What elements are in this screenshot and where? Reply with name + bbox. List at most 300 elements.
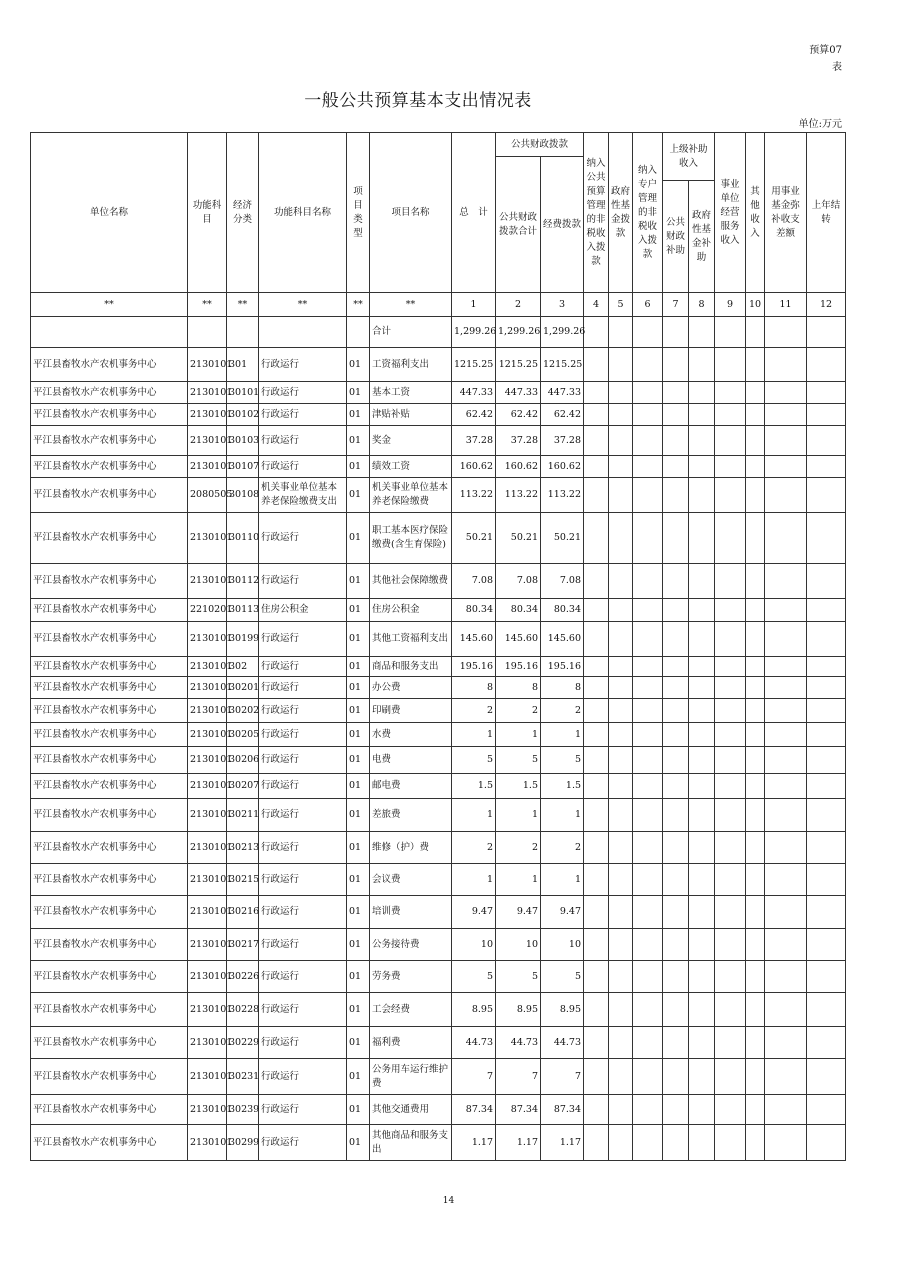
form-code-line1: 预算07 <box>809 45 842 56</box>
func-name-cell: 行政运行 <box>259 382 347 404</box>
total-value: 1,299.26 <box>452 317 496 348</box>
table-row <box>31 564 846 599</box>
empty-cell <box>609 404 633 426</box>
empty-cell <box>765 348 807 382</box>
header-unit-name: 单位名称 <box>31 133 188 293</box>
empty-cell <box>584 723 609 747</box>
unit-name-cell: 平江县畜牧水产农机事务中心 <box>31 723 188 747</box>
empty-cell <box>633 723 663 747</box>
empty-cell <box>584 1059 609 1095</box>
empty-cell <box>609 864 633 896</box>
item-name-cell: 住房公积金 <box>370 599 452 622</box>
empty-cell <box>633 929 663 961</box>
func-name-cell: 行政运行 <box>259 929 347 961</box>
empty-cell <box>765 622 807 657</box>
unit-name-cell: 平江县畜牧水产农机事务中心 <box>31 677 188 699</box>
empty-cell <box>689 747 715 774</box>
unit-name-cell: 平江县畜牧水产农机事务中心 <box>31 348 188 382</box>
unit-name-cell: 平江县畜牧水产农机事务中心 <box>31 478 188 513</box>
header-func-name: 功能科目名称 <box>259 133 347 293</box>
empty-cell <box>609 993 633 1027</box>
empty-cell <box>584 513 609 564</box>
empty-cell <box>633 348 663 382</box>
empty-cell <box>746 348 765 382</box>
item-type-cell: 01 <box>347 1059 370 1095</box>
func-code-cell: 2130101 <box>188 404 227 426</box>
empty-cell <box>584 1095 609 1125</box>
empty-cell <box>584 799 609 832</box>
unit-name-cell: 平江县畜牧水产农机事务中心 <box>31 993 188 1027</box>
pf-total-cell: 80.34 <box>496 599 541 622</box>
empty-cell <box>715 564 746 599</box>
header-pf-total: 公共财政拨款合计 <box>496 157 541 293</box>
pf-total-cell: 145.60 <box>496 622 541 657</box>
funding-cell: 5 <box>541 747 584 774</box>
func-code-cell: 2130101 <box>188 961 227 993</box>
func-name-cell: 行政运行 <box>259 404 347 426</box>
total-cell: 50.21 <box>452 513 496 564</box>
index-cell: 4 <box>584 293 609 317</box>
unit-name-cell: 平江县畜牧水产农机事务中心 <box>31 426 188 456</box>
pf-total-cell: 447.33 <box>496 382 541 404</box>
item-type-cell: 01 <box>347 929 370 961</box>
empty-cell <box>689 832 715 864</box>
empty-cell <box>715 929 746 961</box>
empty-cell <box>584 404 609 426</box>
empty-cell <box>746 799 765 832</box>
empty-cell <box>663 1027 689 1059</box>
empty-cell <box>609 747 633 774</box>
econ-class-cell: 30299 <box>227 1125 259 1161</box>
func-code-cell: 2080505 <box>188 478 227 513</box>
empty-cell <box>609 699 633 723</box>
unit-name-cell: 平江县畜牧水产农机事务中心 <box>31 564 188 599</box>
table-row <box>31 1095 846 1125</box>
table-row <box>31 1027 846 1059</box>
empty-cell <box>746 1095 765 1125</box>
empty-cell <box>633 1095 663 1125</box>
index-cell: 8 <box>689 293 715 317</box>
unit-name-cell: 平江县畜牧水产农机事务中心 <box>31 657 188 677</box>
pf-total-cell: 2 <box>496 832 541 864</box>
header-func-code: 功能科目 <box>188 133 227 293</box>
empty-cell <box>609 677 633 699</box>
header-pub-subsidy: 公共财政补助 <box>663 181 689 293</box>
item-type-cell: 01 <box>347 478 370 513</box>
item-name-cell: 工会经费 <box>370 993 452 1027</box>
item-name-cell: 水费 <box>370 723 452 747</box>
total-cell: 1 <box>452 723 496 747</box>
item-type-cell: 01 <box>347 699 370 723</box>
header-other-income: 其他收入 <box>746 133 765 293</box>
empty-cell <box>689 348 715 382</box>
unit-name-cell: 平江县畜牧水产农机事务中心 <box>31 864 188 896</box>
pf-total-cell: 37.28 <box>496 426 541 456</box>
func-name-cell: 行政运行 <box>259 1059 347 1095</box>
empty-cell <box>746 426 765 456</box>
empty-cell <box>765 832 807 864</box>
funding-cell: 5 <box>541 961 584 993</box>
table-row <box>31 774 846 799</box>
econ-class-cell: 30103 <box>227 426 259 456</box>
empty-cell <box>746 993 765 1027</box>
func-code-cell: 2210201 <box>188 599 227 622</box>
econ-class-cell: 30110 <box>227 513 259 564</box>
total-cell: 1215.25 <box>452 348 496 382</box>
item-name-cell: 职工基本医疗保险缴费(含生育保险) <box>370 513 452 564</box>
funding-cell: 80.34 <box>541 599 584 622</box>
unit-name-cell: 平江县畜牧水产农机事务中心 <box>31 1027 188 1059</box>
pf-total-cell: 7 <box>496 1059 541 1095</box>
pf-total-cell: 113.22 <box>496 478 541 513</box>
empty-cell <box>765 478 807 513</box>
empty-cell <box>715 404 746 426</box>
unit-name-cell: 平江县畜牧水产农机事务中心 <box>31 961 188 993</box>
econ-class-cell: 301 <box>227 348 259 382</box>
empty-cell <box>746 896 765 929</box>
econ-class-cell: 30201 <box>227 677 259 699</box>
empty-cell <box>746 599 765 622</box>
empty-cell <box>765 1095 807 1125</box>
pf-total-cell: 10 <box>496 929 541 961</box>
func-code-cell: 2130101 <box>188 513 227 564</box>
empty-cell <box>765 774 807 799</box>
total-cell: 145.60 <box>452 622 496 657</box>
total-cell: 447.33 <box>452 382 496 404</box>
unit-label: 单位:万元 <box>798 119 842 130</box>
total-cell: 7.08 <box>452 564 496 599</box>
header-carry-over: 上年结转 <box>807 133 846 293</box>
empty-cell <box>715 513 746 564</box>
empty-cell <box>689 961 715 993</box>
empty-cell <box>663 774 689 799</box>
func-name-cell: 住房公积金 <box>259 599 347 622</box>
item-type-cell: 01 <box>347 864 370 896</box>
empty-cell <box>807 864 846 896</box>
empty-cell <box>609 456 633 478</box>
empty-cell <box>765 864 807 896</box>
empty-cell <box>765 723 807 747</box>
empty-cell <box>609 799 633 832</box>
empty-cell <box>807 382 846 404</box>
empty-cell <box>765 382 807 404</box>
empty-cell <box>609 657 633 677</box>
empty-cell <box>689 896 715 929</box>
func-name-cell: 行政运行 <box>259 677 347 699</box>
header-econ-class: 经济分类 <box>227 133 259 293</box>
empty-cell <box>765 747 807 774</box>
item-type-cell: 01 <box>347 657 370 677</box>
empty-cell <box>807 929 846 961</box>
item-name-cell: 基本工资 <box>370 382 452 404</box>
econ-class-cell: 30102 <box>227 404 259 426</box>
empty-cell <box>689 599 715 622</box>
func-name-cell: 行政运行 <box>259 657 347 677</box>
empty-cell <box>807 657 846 677</box>
empty-cell <box>663 404 689 426</box>
item-name-cell: 其他交通费用 <box>370 1095 452 1125</box>
econ-class-cell: 30101 <box>227 382 259 404</box>
empty-cell <box>663 993 689 1027</box>
empty-cell <box>584 747 609 774</box>
func-code-cell: 2130101 <box>188 723 227 747</box>
econ-class-cell: 30216 <box>227 896 259 929</box>
func-code-cell: 2130101 <box>188 774 227 799</box>
empty-cell <box>609 382 633 404</box>
funding-cell: 7.08 <box>541 564 584 599</box>
empty-cell <box>663 799 689 832</box>
total-label: 合计 <box>370 317 452 348</box>
empty-cell <box>663 1125 689 1161</box>
empty-cell <box>663 478 689 513</box>
empty-cell <box>584 348 609 382</box>
empty-cell <box>609 929 633 961</box>
empty-cell <box>609 1027 633 1059</box>
item-type-cell: 01 <box>347 426 370 456</box>
empty-cell <box>715 426 746 456</box>
table-row <box>31 864 846 896</box>
total-cell: 8.95 <box>452 993 496 1027</box>
total-cell: 7 <box>452 1059 496 1095</box>
unit-name-cell: 平江县畜牧水产农机事务中心 <box>31 699 188 723</box>
table-row <box>31 929 846 961</box>
func-code-cell: 2130101 <box>188 1027 227 1059</box>
pf-total-cell: 5 <box>496 747 541 774</box>
empty-cell <box>765 993 807 1027</box>
index-cell: ** <box>347 293 370 317</box>
func-code-cell: 2130101 <box>188 699 227 723</box>
empty-cell <box>584 961 609 993</box>
item-name-cell: 公务接待费 <box>370 929 452 961</box>
empty-cell <box>689 478 715 513</box>
pf-total-cell: 62.42 <box>496 404 541 426</box>
item-name-cell: 其他工资福利支出 <box>370 622 452 657</box>
empty-cell <box>715 1059 746 1095</box>
item-type-cell: 01 <box>347 1125 370 1161</box>
table-row <box>31 747 846 774</box>
empty-cell <box>807 513 846 564</box>
func-code-cell: 2130101 <box>188 657 227 677</box>
header-biz-income: 事业单位经营服务收入 <box>715 133 746 293</box>
empty-cell <box>609 622 633 657</box>
empty-cell <box>609 832 633 864</box>
empty-cell <box>807 348 846 382</box>
empty-cell <box>807 723 846 747</box>
table-row <box>31 1125 846 1161</box>
header-total: 总 计 <box>452 133 496 293</box>
func-name-cell: 行政运行 <box>259 699 347 723</box>
empty-cell <box>584 426 609 456</box>
empty-cell <box>584 677 609 699</box>
empty-cell <box>633 699 663 723</box>
econ-class-cell: 30215 <box>227 864 259 896</box>
empty-cell <box>689 1095 715 1125</box>
table-row <box>31 478 846 513</box>
total-cell: 1.17 <box>452 1125 496 1161</box>
func-code-cell: 2130101 <box>188 896 227 929</box>
header-item-type: 项目类型 <box>347 133 370 293</box>
func-code-cell: 2130101 <box>188 832 227 864</box>
empty-cell <box>584 774 609 799</box>
func-code-cell: 2130101 <box>188 747 227 774</box>
empty-cell <box>663 723 689 747</box>
total-cell: 113.22 <box>452 478 496 513</box>
econ-class-cell: 30239 <box>227 1095 259 1125</box>
empty-cell <box>689 564 715 599</box>
empty-cell <box>633 426 663 456</box>
item-type-cell: 01 <box>347 747 370 774</box>
empty-cell <box>633 677 663 699</box>
header-item-name: 项目名称 <box>370 133 452 293</box>
total-cell: 2 <box>452 832 496 864</box>
unit-name-cell: 平江县畜牧水产农机事务中心 <box>31 799 188 832</box>
funding-cell: 8.95 <box>541 993 584 1027</box>
empty-cell <box>689 622 715 657</box>
empty-cell <box>765 1125 807 1161</box>
empty-cell <box>715 657 746 677</box>
table-row <box>31 348 846 382</box>
table-row <box>31 799 846 832</box>
empty-cell <box>807 699 846 723</box>
empty-cell <box>715 1125 746 1161</box>
econ-class-cell: 30213 <box>227 832 259 864</box>
funding-cell: 1215.25 <box>541 348 584 382</box>
empty-cell <box>807 564 846 599</box>
empty-cell <box>765 677 807 699</box>
empty-cell <box>746 929 765 961</box>
total-cell: 2 <box>452 699 496 723</box>
form-code <box>809 42 842 76</box>
empty-cell <box>715 622 746 657</box>
empty-cell <box>584 622 609 657</box>
empty-cell <box>807 677 846 699</box>
econ-class-cell: 30228 <box>227 993 259 1027</box>
table-row <box>31 382 846 404</box>
total-cell: 62.42 <box>452 404 496 426</box>
empty-cell <box>689 404 715 426</box>
empty-cell <box>746 774 765 799</box>
func-code-cell: 2130101 <box>188 864 227 896</box>
total-cell: 5 <box>452 747 496 774</box>
func-code-cell: 2130101 <box>188 1095 227 1125</box>
total-row <box>31 317 846 348</box>
total-cell: 195.16 <box>452 657 496 677</box>
empty-cell <box>663 1059 689 1095</box>
func-name-cell: 行政运行 <box>259 993 347 1027</box>
econ-class-cell: 30211 <box>227 799 259 832</box>
funding-cell: 87.34 <box>541 1095 584 1125</box>
item-name-cell: 会议费 <box>370 864 452 896</box>
empty-cell <box>746 1027 765 1059</box>
index-cell: ** <box>370 293 452 317</box>
total-cell: 1 <box>452 799 496 832</box>
empty-cell <box>807 993 846 1027</box>
empty-cell <box>765 799 807 832</box>
func-code-cell: 2130101 <box>188 382 227 404</box>
funding-cell: 10 <box>541 929 584 961</box>
func-name-cell: 行政运行 <box>259 564 347 599</box>
empty-cell <box>715 456 746 478</box>
func-code-cell: 2130101 <box>188 799 227 832</box>
header-nontax: 纳入公共预算管理的非税收入拨款 <box>584 133 609 293</box>
func-name-cell: 行政运行 <box>259 348 347 382</box>
empty-cell <box>715 1095 746 1125</box>
empty-cell <box>689 677 715 699</box>
econ-class-cell: 30202 <box>227 699 259 723</box>
empty-cell <box>609 774 633 799</box>
pf-total-cell: 44.73 <box>496 1027 541 1059</box>
item-type-cell: 01 <box>347 599 370 622</box>
unit-name-cell: 平江县畜牧水产农机事务中心 <box>31 513 188 564</box>
item-name-cell: 工资福利支出 <box>370 348 452 382</box>
empty-cell <box>633 832 663 864</box>
empty-cell <box>765 896 807 929</box>
empty-cell <box>807 404 846 426</box>
empty-cell <box>746 677 765 699</box>
empty-cell <box>663 677 689 699</box>
total-cell: 44.73 <box>452 1027 496 1059</box>
empty-cell <box>746 382 765 404</box>
unit-name-cell: 平江县畜牧水产农机事务中心 <box>31 1059 188 1095</box>
funding-cell: 1 <box>541 799 584 832</box>
func-name-cell: 行政运行 <box>259 799 347 832</box>
func-name-cell: 行政运行 <box>259 1095 347 1125</box>
empty-cell <box>746 747 765 774</box>
func-name-cell: 行政运行 <box>259 723 347 747</box>
econ-class-cell: 30113 <box>227 599 259 622</box>
func-name-cell: 行政运行 <box>259 622 347 657</box>
empty-cell <box>715 993 746 1027</box>
item-type-cell: 01 <box>347 382 370 404</box>
empty-cell <box>633 456 663 478</box>
total-cell: 8 <box>452 677 496 699</box>
pf-total-cell: 5 <box>496 961 541 993</box>
pf-total-cell: 9.47 <box>496 896 541 929</box>
econ-class-cell: 30112 <box>227 564 259 599</box>
pf-total-cell: 1 <box>496 799 541 832</box>
item-name-cell: 福利费 <box>370 1027 452 1059</box>
empty-cell <box>807 799 846 832</box>
empty-cell <box>807 1027 846 1059</box>
item-type-cell: 01 <box>347 832 370 864</box>
funding-cell: 1 <box>541 723 584 747</box>
index-cell: 10 <box>746 293 765 317</box>
header-gov-subsidy: 政府性基金补助 <box>689 181 715 293</box>
empty-cell <box>715 799 746 832</box>
empty-cell <box>689 1125 715 1161</box>
empty-cell <box>609 513 633 564</box>
empty-cell <box>689 774 715 799</box>
empty-cell <box>633 1125 663 1161</box>
item-type-cell: 01 <box>347 993 370 1027</box>
empty-cell <box>746 456 765 478</box>
funding-cell: 160.62 <box>541 456 584 478</box>
item-name-cell: 差旅费 <box>370 799 452 832</box>
empty-cell <box>765 456 807 478</box>
empty-cell <box>746 832 765 864</box>
funding-cell: 1 <box>541 864 584 896</box>
item-name-cell: 机关事业单位基本养老保险缴费 <box>370 478 452 513</box>
unit-name-cell: 平江县畜牧水产农机事务中心 <box>31 747 188 774</box>
table-row <box>31 456 846 478</box>
empty-cell <box>765 599 807 622</box>
empty-cell <box>633 961 663 993</box>
item-name-cell: 办公费 <box>370 677 452 699</box>
item-name-cell: 邮电费 <box>370 774 452 799</box>
empty-cell <box>633 993 663 1027</box>
unit-name-cell: 平江县畜牧水产农机事务中心 <box>31 832 188 864</box>
header-funding: 经费拨款 <box>541 157 584 293</box>
